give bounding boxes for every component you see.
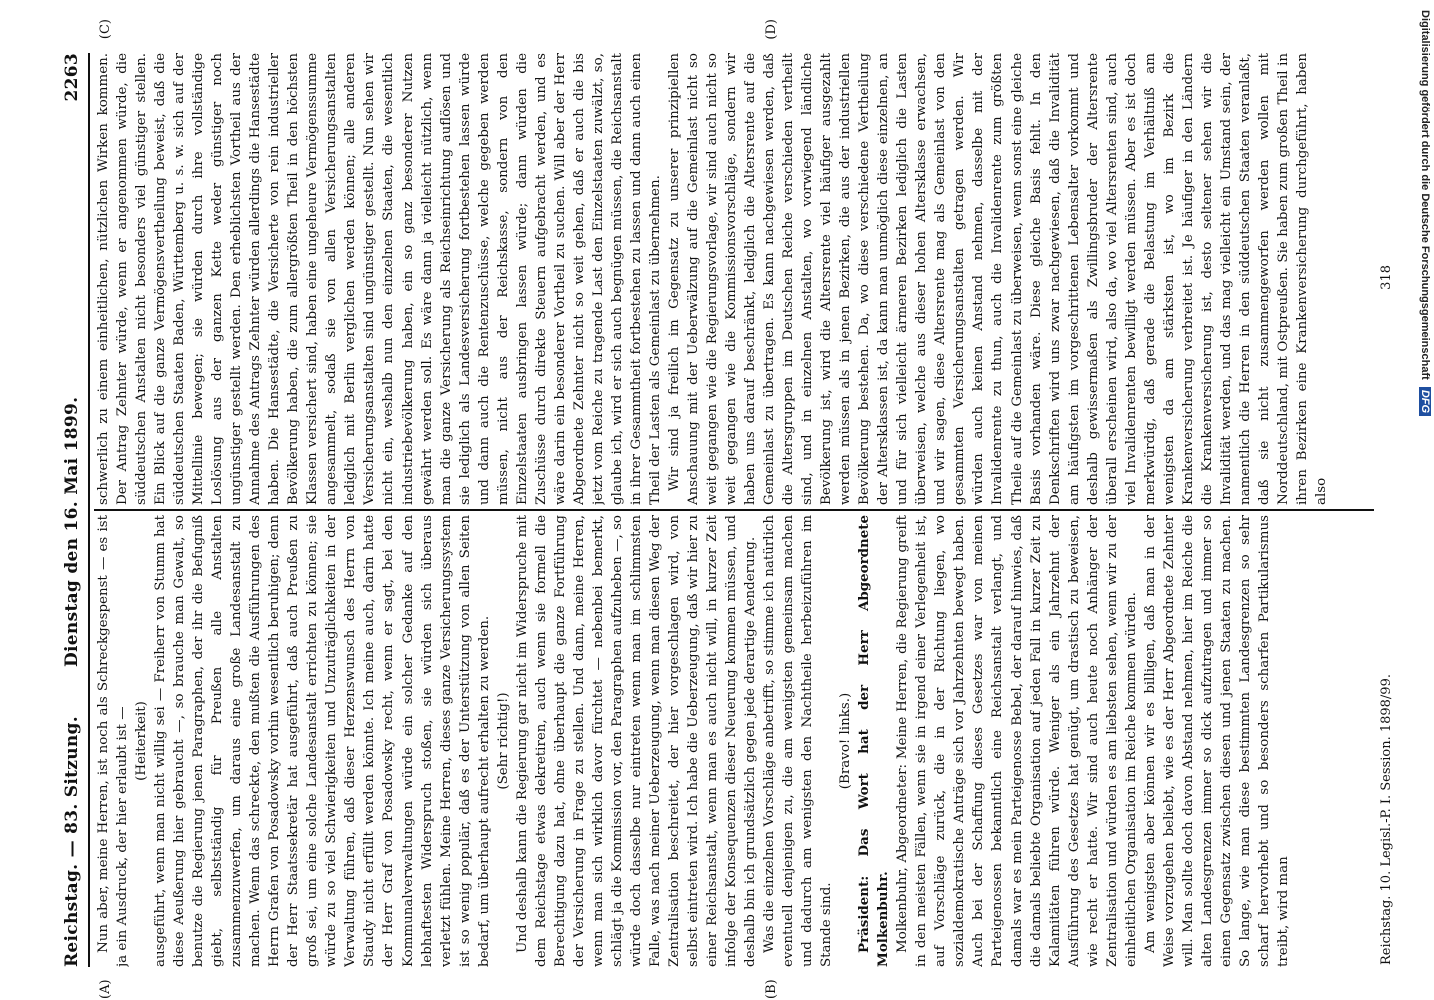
paragraph: Nun aber, meine Herren, ist noch als Schreckgespenst — es ist ja ein Ausdruck, der hier erlaubt ist — xyxy=(96,515,131,967)
paragraph: Molkenbuhr, Abgeordneter: Meine Herren, die Regierung greift in den meisten Fällen, wenn sie in irgend einer Verlegenheit ist, auf Vorschläge zurück, die in der Richtung liegen, wo sozialdemokratische Anträge sich vor Jahrzehnten bewegt haben. Auch bei der Schaffung dieses Gesetzes war von meinen Parteigenossen bekanntlich eine Reichsanstalt verlangt, und damals war es mein Parteigenosse Bebel, der darauf hinwies, daß die damals beliebte Organisation auf jeden Fall in kurzer Zeit zu Kalamitäten führen würde. Weniger als ein Jahrzehnt der Ausführung des Gesetzes hat genügt, um drastisch zu beweisen, wie recht er hatte. Wir sind auch heute noch Anhänger der Zentralisation und würden es am liebsten sehen, wenn wir zu der einheitlichen Organisation im Reiche kommen würden. xyxy=(895,515,1139,967)
right-column xyxy=(94,53,1374,505)
rotated-document-page xyxy=(52,19,1394,999)
interjection: (Bravo! links.) xyxy=(838,692,854,790)
paragraph: Was die einzelnen Vorschläge anbetrifft, so stimme ich natürlich eventuell denjenigen zu, die am wenigsten gemeinsam machen und dadurch am wenigsten den Nachtheile herbeizuführen im Stande sind. xyxy=(762,515,835,967)
credit-text: Digitalisierung gefördert durch die Deutsche Forschungsgemeinschaft xyxy=(1419,10,1431,380)
text-columns xyxy=(94,53,1374,967)
header-date: Dienstag den 16. Mai 1899. xyxy=(62,396,82,667)
paragraph: Und deshalb kann die Regierung gar nicht im Widerspruche mit dem Reichstage etwas dekretiren, auch wenn sie formell die Berechtigung dazu hat, ohne überhaupt die ganze Fortführung der Versicherung in Frage zu stellen. Und dann, meine Herren, wenn man sich wirklich davor fürchtet — nebenbei bemerkt, schlägt ja die Kommission vor, den Paragraphen aufzuheben —, so würde doch dasselbe nur eintreten wenn man im schlimmsten Falle, was nach meiner Ueberzeugung, wenn man diesen Weg der Zentralisation beschreitet, der hier vorgeschlagen wird, von selbst eintreten wird. Ich habe die Ueberzeugung, daß wir hier zu einer Reichsanstalt, wenn man es auch nicht will, in kurzer Zeit infolge der Konsequenzen dieser Neuerung kommen müssen, und deshalb bin ich grundsätzlich gegen jede derartige Aenderung. xyxy=(514,515,759,967)
margin-marker-a: (A) xyxy=(98,979,113,999)
page-number: 2263 xyxy=(62,53,82,102)
column-divider xyxy=(94,509,1374,511)
left-column xyxy=(94,515,1374,967)
sheet-number: 318 xyxy=(1379,265,1394,290)
interjection: (Sehr richtig!) xyxy=(495,692,511,790)
margin-marker-d: (D) xyxy=(764,19,779,40)
running-header xyxy=(58,53,90,967)
paragraph: schwerlich zu einem einheitlichen, nützlichen Wirken kommen. Der Antrag Zehnter würde, wenn er angenommen würde, die süddeutschen Anstalten nicht besonders viel günstiger stellen. Ein Blick auf die ganze Vermögensvertheilung beweist, daß die süddeutschen Staaten Baden, Württemberg u. s. w. sich auf der Mittellinie bewegen; sie würden durch ihre vollständige Loslösung aus der ganzen Kette weder günstiger noch ungünstiger gestellt werden. Den erheblichsten Vortheil aus der Annahme des Antrags Zehnter würden allerdings die Hansestädte haben. Die Hansestädte, die Versicherte von rein industrieller Bevölkerung haben, die zum allergrößten Theil in den höchsten Klassen versichert sind, haben eine ungeheure Vermögenssumme angesammelt, sodaß sie von allen Versicherungsanstalten lediglich mit Berlin verglichen werden können; alle anderen Versicherungsanstalten sind ungünstiger gestellt. Nun sehen wir nicht ein, weshalb nun den einzelnen Staaten, die wesentlich industriebevölkerung haben, ein so ganz besonderer Nutzen gewährt werden soll. Es wäre dann ja vielleicht nützlich, wenn man die ganze Versicherung als Reichseinrichtung auflösen und sie lediglich als Landesversicherung fortbestehen lassen würde und dann auch die Rentenzuschüsse, welche gegeben werden müssen, nicht aus der Reichskasse, sondern von den Einzelstaaten ausbringen lassen würde; dann würden die Zuschüsse durch direkte Steuern aufgebracht werden, und es wäre darin ein besonderer Vortheil zu suchen. Will aber der Herr Abgeordnete Zehnter nicht so weit gehen, daß er auch die bis jetzt vom Reiche zu tragende Last den Einzelstaaten zuwälzt, so, glaube ich, wird er sich auch begnügen müssen, die Reichsanstalt in ihrer Gesammtheit fortbestehen zu lassen und dann auch einen Theil der Lasten als Gemeinlast zu übernehmen. xyxy=(96,53,663,505)
dfg-logo: DFG xyxy=(1419,387,1431,416)
paragraph: Am wenigsten aber können wir es billigen, daß man in der Weise vorzugehen beliebt, wie es der Herr Abgeordnete Zehnter will. Man sollte doch davon Abstand nehmen, hier im Reiche die alten Landesgrenzen immer so dick aufzutragen und immer so einen Gegensatz zwischen diesen und jenen Staaten zu machen. So lange, wie man diese bestimmten Landesgrenzen so sehr scharf hervorhebt und so besonders scharfen Partikularismus treibt, wird man xyxy=(1142,515,1291,967)
header-left: Reichstag. — 83. Sitzung. xyxy=(62,716,82,967)
paragraph: ausgeführt, wenn man nicht willig sei — Freiherr von Stumm hat diese Aeußerung hier gebraucht —, so brauche man Gewalt, so benutze die Regierung jenen Paragraphen, der ihr die Befugniß giebt, selbstständig für Preußen alle Anstalten zusammenzuwerfen, um daraus eine große Landesanstalt zu machen. Wenn das schreckte, den mußten die Ausführungen des Herrn Grafen von Posadowsky vorhin wesentlich beruhigen; denn der Herr Staatssekretär hat ausgeführt, daß auch Preußen zu groß sei, um eine solche Landesanstalt errichten zu können; sie würde zu so viel Schwierigkeiten und Unzuträglichkeiten in der Verwaltung führen, daß dieser Herzenswunsch des Herrn von Staudy nicht erfüllt werden könnte. Ich meine auch, darin hatte der Herr Graf von Posadowsky recht, wenn er sagt, bei den Kommunalverwaltungen würde ein solcher Gedanke auf den lebhaftesten Widerspruch stoßen, sie würden sich überaus verletzt fühlen. Meine Herren, dieses ganze Versicherungssystem ist so wenig populär, daß es der Unterstützung von allen Seiten bedarf, um überhaupt aufrecht erhalten zu werden. xyxy=(153,515,492,967)
digitization-credit xyxy=(1418,10,1432,590)
interjection: (Heiterkeit) xyxy=(134,701,150,781)
margin-marker-c: (C) xyxy=(98,19,113,40)
session-footer: Reichstag. 10. Legisl.-P. I. Session. 1898/99. xyxy=(1379,674,1394,965)
margin-marker-b: (B) xyxy=(764,979,779,999)
paragraph: Wir sind ja freilich im Gegensatz zu unserer prinzipiellen Anschauung mit der Ueberwälzung auf die Gemeinlast nicht so weit gegangen wie die Regierungsvorlage, wir sind auch nicht so weit gegangen wie die Kommissionsvorschläge, sondern wir haben uns darauf beschränkt, lediglich die Altersrente auf die Gemeinlast zu übertragen. Es kann nachgewiesen werden, daß die Altersgruppen im Deutschen Reiche verschieden vertheilt sind, und in einzelnen Anstalten, wo vorwiegend ländliche Bevölkerung ist, wird die Altersrente viel häufiger ausgezahlt werden müssen als in jenen Bezirken, die aus der industriellen Bevölkerung bestehen. Da, wo diese verschiedene Vertheilung der Altersklassen ist, da kann man unmöglich diese einzelnen, an und für sich vielleicht ärmeren Bezirken lediglich die Lasten überweisen, welche aus dieser hohen Altersklasse erwachsen, und wir sagen, diese Altersrente mag als Gemeinlast von den gesammten Versicherungsanstalten getragen werden. Wir würden auch keinen Anstand nehmen, dasselbe mit der Invalidenrente zu thun, auch die Invalidenrente zum größten Theile auf die Gemeinlast zu überweisen, wenn sonst eine gleiche Basis vorhanden wäre. Diese gleiche Basis fehlt. In den Denkschriften wird uns zwar nachgewiesen, daß die Invalidität am häufigsten im vorgeschrittenen Lebensalter vorkommt und deshalb gewissermaßen als Zwillingsbruder der Altersrente überall erscheinen wird, also da, wo viel Altersrenten sind, auch viel Invalidenrenten bewilligt werden müssen. Aber es ist doch merkwürdig, daß gerade die Belastung im Verhältniß am wenigsten da am stärksten ist, wo im Bezirk die Krankenversicherung verbreitet ist. Je häufiger in den Ländern die Krankenversicherung ist, desto seltener sehen wir die Invalidität werden, und das mag vielleicht ein Umstand sein, der namentlich die Herren in den süddeutschen Staaten veranlaßt, daß sie nicht zusammengeworfen werden wollen mit Norddeutschland, mit Ostpreußen. Sie haben zum großen Theil in ihren Bezirken eine Krankenversicherung durchgeführt, haben also xyxy=(666,53,1329,505)
speaker-line: Präsident: Das Wort hat der Herr Abgeordnete Molkenbuhr. xyxy=(856,515,892,967)
